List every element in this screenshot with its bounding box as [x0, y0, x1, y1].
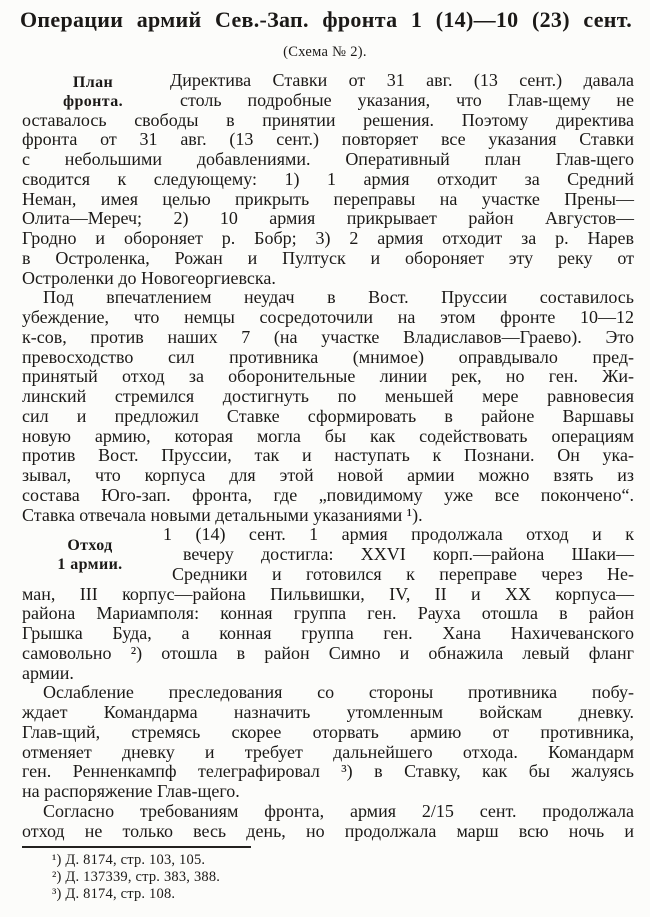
text-line: Ставка отвечала новыми детальными указаниями ¹). — [22, 504, 423, 525]
text-line: самовольно ²) отошла в район Симно и обнажила левый фланг — [22, 642, 634, 663]
text-line: Олита—Мереч; 2) 10 армия прикрывает район Августов— — [22, 208, 634, 229]
text-line: с небольшими добавлениями. Оперативный план Глав-щего — [22, 149, 634, 169]
text-line: в Остроленка, Рожан и Пултуск и обороняет эту реку от — [22, 247, 634, 268]
text-line: отменяет дневку и требует дальнейшего отхода. Командарм — [22, 741, 634, 762]
paragraph-p5 — [22, 802, 634, 842]
text-line: Ослабление преследования со стороны противника побу- — [43, 682, 634, 703]
text-line: ждает Командарма назначить утомленным войскам дневку. — [22, 702, 634, 722]
page-subtitle: (Схема № 2). — [283, 44, 367, 60]
paragraph-plan — [22, 71, 634, 288]
text-line: Средники и готовился к переправе через Не- — [172, 563, 634, 584]
text-line: на распоряжение Глав-щего. — [22, 781, 240, 801]
text-line: Глав-щий, стремясь скорее оторвать армию от противника, — [22, 721, 634, 742]
footnote-divider — [22, 846, 251, 848]
text-line: отход не только весь день, но продолжала марш всю ночь и — [22, 820, 634, 841]
margin-note-otkhod — [25, 537, 155, 574]
margin-note-plan — [28, 74, 158, 111]
text-line: зывал, что корпуса для этой новой армии можно взять из — [22, 465, 634, 485]
footnote: ³) Д. 8174, стр. 108. — [52, 886, 176, 902]
text-line: столь подробные указания, что Глав-щему не — [180, 89, 634, 110]
text-line: линский стремился достигнуть по меньшей мере равновесия — [22, 386, 634, 406]
text-line: Остроленки до Новогеоргиевска. — [22, 267, 276, 288]
margin-note-line: 1 армии. — [57, 555, 123, 573]
paragraph-otkhod — [22, 525, 634, 683]
text-line: к-сов, против наших 7 (на участке Владиславов—Граево). Это — [22, 326, 634, 347]
text-line: Согласно требованиям фронта, армия 2/15 сент. продолжала — [43, 800, 634, 821]
page-title: Операции армий Сев.-Зап. фронта 1 (14)—10 (23) сент. — [20, 7, 632, 32]
margin-note-line: План — [72, 74, 114, 91]
margin-note-line: фронта. — [62, 92, 124, 110]
text-line: Гродно и обороняет р. Бобр; 3) 2 армия отходит за р. Нарев — [22, 228, 634, 248]
text-line: ген. Ренненкампф телеграфировал ³) в Ставку, как бы жалуясь — [22, 761, 634, 782]
text-line: оставалось свободы в принятии решения. Поэтому директива — [22, 109, 634, 130]
footnotes — [52, 852, 220, 903]
text-line: сводится к следующему: 1) 1 армия отходит за Средний — [22, 168, 634, 189]
text-line: вечеру достигла: XXVI корп.—района Шаки— — [183, 544, 634, 564]
text-line: Неман, имея целью прикрыть переправы на участке Прены— — [22, 188, 634, 209]
text-line: 1 (14) сент. 1 армия продолжала отход и к — [163, 524, 634, 545]
text-line: Под впечатлением неудач в Вост. Пруссии составилось — [43, 287, 634, 308]
footnote: ²) Д. 137339, стр. 383, 388. — [52, 869, 221, 885]
paragraph-p2 — [22, 288, 634, 525]
text-line: армии. — [22, 662, 74, 683]
text-line: состава Юго-зап. фронта, где „повидимому уже все покончено“. — [22, 484, 634, 505]
text-line: района Мариамполя: конная группа ген. Рауха отошла в район — [22, 603, 634, 624]
text-line: сил и предложил Ставке сформировать в районе Варшавы — [22, 405, 634, 426]
text-line: Директива Ставки от 31 авг. (13 сент.) давала — [170, 70, 634, 90]
text-line: принятый отход за оборонительные линии рек, но ген. Жи- — [22, 366, 634, 387]
paragraph-p4 — [22, 683, 634, 802]
footnote: ¹) Д. 8174, стр. 103, 105. — [52, 852, 206, 868]
text-line: против Вост. Пруссии, так и наступать к Познани. Он ука- — [22, 445, 634, 466]
text-line: убеждение, что немцы сосредоточили на этом фронте 10—12 — [22, 307, 634, 327]
text-line: превосходство сил противника (мнимое) оправдывало пред- — [22, 346, 634, 367]
body-text — [22, 71, 634, 841]
text-line: ман, III корпус—района Пильвишки, IV, II и XX корпуса— — [22, 583, 634, 604]
text-line: новую армию, которая могла бы как содействовать операциям — [22, 425, 634, 446]
margin-note-line: Отход — [67, 537, 113, 555]
text-line: фронта от 31 авг. (13 сент.) повторяет все указания Ставки — [22, 129, 634, 150]
text-line: Грышка Буда, а конная группа ген. Хана Нахичеванского — [22, 623, 634, 643]
